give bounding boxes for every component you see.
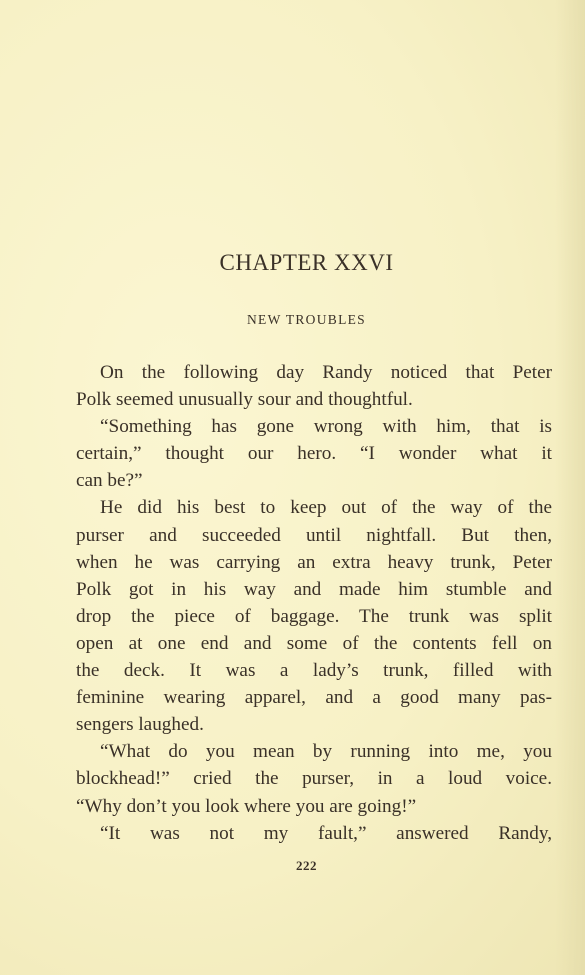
text-line: Polk got in his way and made him stumble and xyxy=(76,578,552,600)
text-line: can be?” xyxy=(76,470,143,492)
text-line: feminine wearing apparel, and a good many pas- xyxy=(76,687,552,709)
text-line: drop the piece of baggage. The trunk was split xyxy=(76,605,552,627)
text-line: purser and succeeded until nightfall. But then, xyxy=(76,524,552,546)
text-line: “Something has gone wrong with him, that is xyxy=(100,416,552,438)
text-line: sengers laughed. xyxy=(76,714,204,736)
text-line: “Why don’t you look where you are going!” xyxy=(76,795,417,817)
text-line: He did his best to keep out of the way of the xyxy=(100,497,552,519)
text-line: open at one end and some of the contents fell on xyxy=(76,632,552,654)
chapter-title: CHAPTER XXVI xyxy=(219,250,394,275)
text-line: blockhead!” cried the purser, in a loud voice. xyxy=(76,768,552,790)
text-line: certain,” thought our hero. “I wonder what it xyxy=(76,443,552,465)
text-line: “What do you mean by running into me, you xyxy=(100,741,552,763)
chapter-subtitle: NEW TROUBLES xyxy=(247,312,366,327)
text-line: On the following day Randy noticed that Peter xyxy=(100,362,552,383)
body-text xyxy=(76,359,552,847)
text-line: the deck. It was a lady’s trunk, filled with xyxy=(76,660,552,682)
page-number: 222 xyxy=(296,858,317,873)
text-line: when he was carrying an extra heavy trunk, Peter xyxy=(76,551,552,573)
page-edge-shadow xyxy=(555,0,585,975)
text-line: “It was not my fault,” answered Randy, xyxy=(100,822,552,844)
text-line: Polk seemed unusually sour and thoughtful. xyxy=(76,389,413,411)
